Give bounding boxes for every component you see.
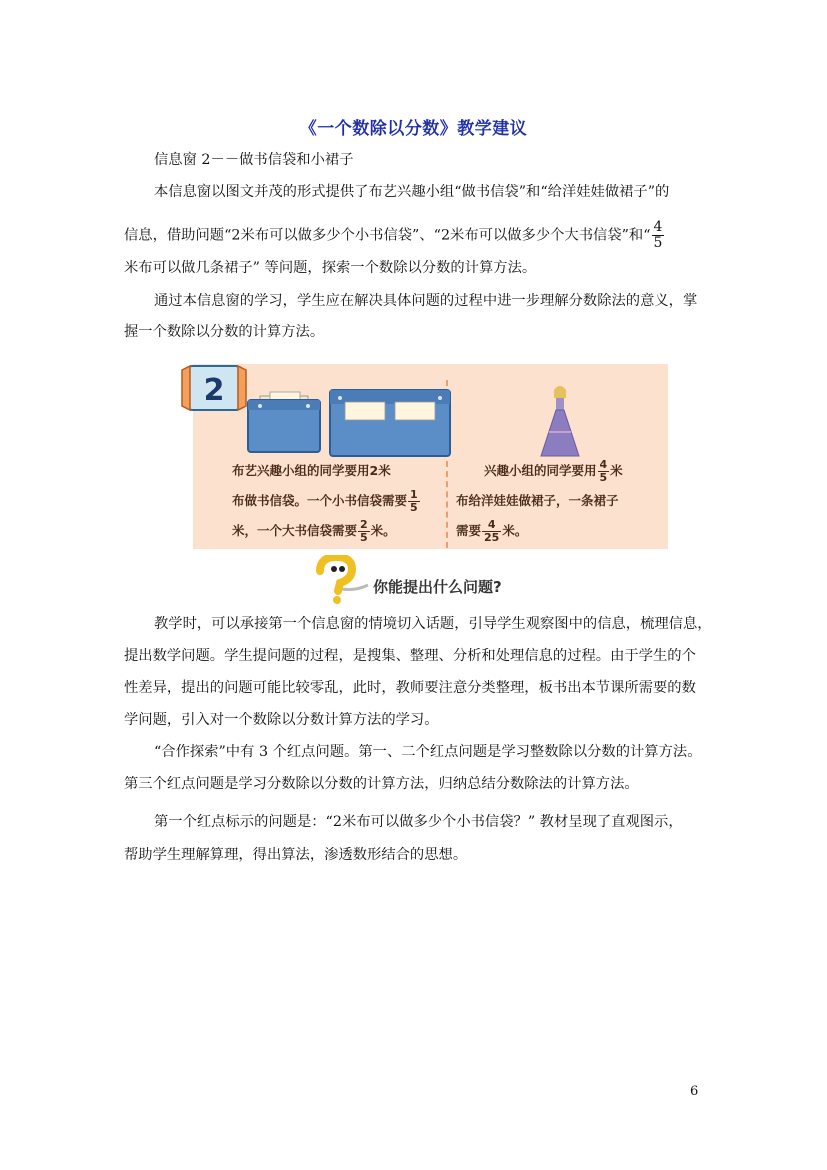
right-line3-text: 需要 bbox=[456, 523, 482, 538]
left-line3 bbox=[232, 516, 421, 546]
left-problem-text bbox=[232, 456, 421, 546]
fraction-numerator: 4 bbox=[482, 519, 501, 532]
left-line2-text: 布做书信袋。一个小书信袋需要 bbox=[232, 493, 408, 508]
para1-line2 bbox=[124, 220, 665, 251]
para1-line2-text: 信息，借助问题“2米布可以做多少个小书信袋”、“2米布可以做多少个大书信袋”和“ bbox=[124, 227, 651, 244]
large-letter-pocket-icon bbox=[330, 390, 450, 456]
figure-graphics bbox=[180, 362, 480, 462]
left-line1: 布艺兴趣小组的同学要用2米 bbox=[232, 463, 391, 478]
fraction-two-fifths bbox=[358, 519, 370, 544]
fraction-numerator: 2 bbox=[360, 518, 368, 531]
fraction-denominator: 5 bbox=[410, 501, 418, 514]
fraction-four-fifths bbox=[652, 220, 665, 251]
small-letter-pocket-icon bbox=[248, 392, 320, 452]
left-line2 bbox=[232, 486, 421, 516]
fraction-numerator: 4 bbox=[599, 458, 608, 471]
right-line1-text: 兴趣小组的同学要用 bbox=[484, 463, 597, 478]
para4-line2: 第三个红点问题是学习分数除以分数的计算方法，归纳总结分数除法的计算方法。 bbox=[124, 776, 639, 792]
badge-number: 2 bbox=[203, 373, 225, 408]
right-line1-end: 米 bbox=[610, 463, 623, 478]
para3-line1: 教学时，可以承接第一个信息窗的情境切入话题，引导学生观察图中的信息，梳理信息， bbox=[154, 616, 712, 632]
question-prompt: 你能提出什么问题? bbox=[373, 578, 502, 596]
para5-line2: 帮助学生理解算理，得出算法，渗透数形结合的思想。 bbox=[124, 847, 468, 863]
para1-line3: 米布可以做几条裙子” 等问题，探索一个数除以分数的计算方法。 bbox=[124, 260, 537, 276]
doll-icon bbox=[535, 382, 585, 458]
fraction-numerator: 1 bbox=[410, 488, 418, 501]
para1-line1: 本信息窗以图文并茂的形式提供了布艺兴趣小组“做书信袋”和“给洋娃娃做裙子”的 bbox=[154, 184, 670, 200]
right-line1 bbox=[484, 456, 623, 486]
para3-line3: 性差异，提出的问题可能比较零乱，此时，教师要注意分类整理，板书出本节课所需要的数 bbox=[124, 680, 696, 696]
right-line3-end: 米。 bbox=[502, 523, 528, 538]
left-line3-text: 米，一个大书信袋需要 bbox=[232, 523, 358, 538]
para3-line2: 提出数学问题。学生提问题的过程，是搜集、整理、分析和处理信息的过程。由于学生的个 bbox=[124, 648, 696, 664]
document-title: 《一个数除以分数》教学建议 bbox=[299, 119, 528, 139]
fraction-one-fifth bbox=[408, 489, 420, 514]
right-line2: 布给洋娃娃做裙子，一条裙子 bbox=[456, 493, 619, 508]
question-mark-icon bbox=[312, 555, 372, 605]
page-number: 6 bbox=[690, 1084, 699, 1099]
para2-line1: 通过本信息窗的学习，学生应在解决具体问题的过程中进一步理解分数除法的意义，掌 bbox=[154, 293, 698, 309]
para3-line4: 学问题，引入对一个数除以分数计算方法的学习。 bbox=[124, 712, 439, 728]
para2-line2: 握一个数除以分数的计算方法。 bbox=[124, 324, 325, 340]
para5-line1: 第一个红点标示的问题是：“2米布可以做多少个小书信袋？” 教材呈现了直观图示， bbox=[154, 814, 683, 830]
fraction-denominator: 5 bbox=[653, 235, 663, 251]
fraction-denominator: 5 bbox=[360, 531, 368, 544]
section-heading: 信息窗 2－－做书信袋和小裙子 bbox=[154, 152, 354, 168]
right-problem-text bbox=[456, 456, 623, 546]
fraction-four-twentyfifths bbox=[482, 519, 501, 544]
left-line3-end: 米。 bbox=[370, 523, 396, 538]
fraction-numerator: 4 bbox=[653, 219, 663, 235]
fraction-denominator: 25 bbox=[484, 531, 500, 544]
fraction-four-fifths-doll bbox=[598, 459, 610, 484]
para4-line1: “合作探索”中有 3 个红点问题。第一、二个红点问题是学习整数除以分数的计算方法。 bbox=[154, 744, 702, 760]
right-line3 bbox=[456, 516, 623, 546]
fraction-denominator: 5 bbox=[599, 471, 608, 484]
